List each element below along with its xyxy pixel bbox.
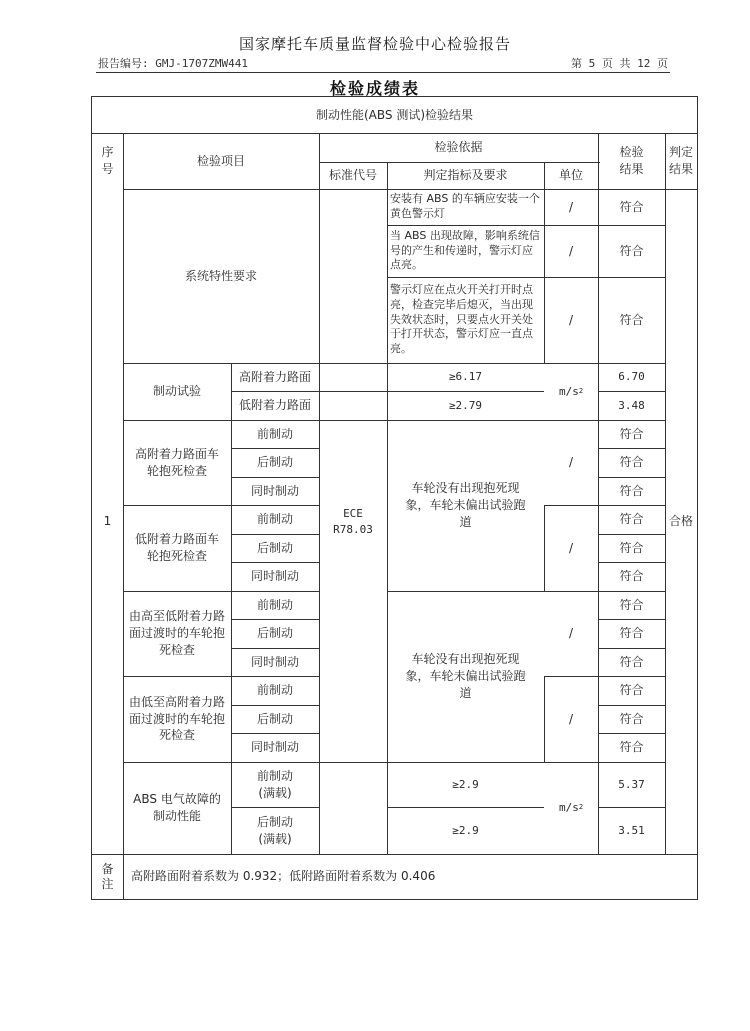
lock-requirement-2: 车轮没有出现抱死现象，车轮未偏出试验跑道 (405, 652, 526, 700)
lock-group-2-front: 前制动 (256, 512, 293, 527)
system-result-2: 符合 (619, 243, 644, 258)
lock-group-2-both-result: 符合 (619, 569, 644, 584)
system-req-1: 安装有 ABS 的车辆应安装一个黄色警示灯 (390, 192, 540, 220)
system-req-3: 警示灯应在点火开关打开时点亮，检查完毕后熄灭，当出现失效状态时，只要点火开关处于打开状态，警示灯应一直点亮。 (390, 282, 533, 356)
lock-group-3-front: 前制动 (256, 597, 293, 612)
overall-judgement: 合格 (668, 514, 693, 529)
system-result-3: 符合 (619, 312, 644, 327)
electric-unit: m/s 2 (558, 801, 584, 815)
lock-group-1-front: 前制动 (256, 426, 293, 441)
electric-rear-req: ≥2.9 (452, 823, 479, 837)
lock-group-1-label: 高附着力路面车轮抱死检查 (135, 446, 220, 478)
electric-front-label (231, 762, 319, 807)
electric-front-sub: (满载) (258, 785, 292, 800)
electric-front-result: 5.37 (618, 777, 645, 791)
lock-group-3-rear: 后制动 (256, 626, 293, 641)
report-org-title: 国家摩托车质量监督检验中心检验报告 (238, 35, 511, 53)
lock-group-1-both-result: 符合 (619, 483, 644, 498)
lock-group-3-unit: / (568, 626, 574, 641)
seq-number: 1 (103, 514, 112, 529)
header-result: 检验结果 (619, 145, 644, 176)
lock-group-3-rear-result: 符合 (619, 626, 644, 641)
lock-group-1-both: 同时制动 (250, 483, 299, 498)
lock-group-3-label: 由高至低附着力路面过渡时的车轮抱死检查 (128, 609, 225, 657)
table-caption: 制动性能(ABS 测试)检验结果 (315, 107, 474, 122)
lock-group-3-both-result: 符合 (619, 654, 644, 669)
report-meta-row (96, 54, 670, 73)
lock-group-4-label: 由低至高附着力路面过渡时的车轮抱死检查 (128, 694, 225, 743)
lock-group-4-both: 同时制动 (250, 740, 299, 755)
lock-group-4-front-result: 符合 (619, 683, 644, 698)
electric-front-req: ≥2.9 (452, 777, 479, 791)
braking-test-label: 制动试验 (152, 384, 201, 399)
braking-high-result: 6.70 (618, 370, 645, 384)
sheet-title: 检验成绩表 (329, 79, 420, 98)
lock-group-2-rear-result: 符合 (619, 540, 644, 555)
page-info: 第 5 页 共 12 页 (571, 57, 668, 70)
lock-group-2-rear: 后制动 (256, 540, 293, 555)
electric-rear-result: 3.51 (618, 823, 645, 837)
lock-group-1-unit: / (568, 455, 574, 470)
header-std-code: 标准代号 (328, 168, 377, 183)
system-unit-1: / (568, 199, 574, 214)
lock-group-3-both: 同时制动 (250, 654, 299, 669)
header-basis: 检验依据 (434, 140, 483, 155)
braking-high-req: ≥6.17 (448, 370, 483, 384)
lock-group-1-front-result: 符合 (619, 426, 644, 441)
header-unit: 单位 (558, 168, 583, 183)
lock-group-2-unit: / (568, 540, 574, 555)
lock-requirement-1: 车轮没有出现抱死现象，车轮未偏出试验跑道 (405, 481, 526, 529)
electric-front-name: 前制动 (256, 768, 293, 783)
electric-rear-sub: (满载) (258, 831, 292, 846)
electric-rear-label (231, 807, 319, 854)
braking-low-label: 低附着力路面 (238, 398, 311, 413)
report-number-value: GMJ-1707ZMW441 (155, 57, 248, 70)
standard-code: ECE R78.03 (333, 507, 373, 536)
results-table (91, 96, 698, 900)
lock-group-3-front-result: 符合 (619, 597, 644, 612)
braking-low-result: 3.48 (618, 398, 645, 412)
lock-group-4-both-result: 符合 (619, 740, 644, 755)
system-requirement-label: 系统特性要求 (184, 268, 257, 283)
system-unit-3: / (568, 312, 574, 327)
braking-high-label: 高附着力路面 (238, 369, 311, 384)
lock-group-4-front: 前制动 (256, 683, 293, 698)
remarks-label: 备注 (101, 862, 114, 891)
lock-group-1-rear-result: 符合 (619, 455, 644, 470)
lock-group-2-front-result: 符合 (619, 512, 644, 527)
report-number-label: 报告编号: (98, 57, 149, 70)
braking-unit: m/s 2 (558, 384, 584, 398)
system-unit-2: / (568, 243, 574, 258)
electric-fault-label: ABS 电气故障的制动性能 (133, 792, 221, 823)
system-req-2: 当 ABS 出现故障，影响系统信号的产生和传递时，警示灯应点亮。 (390, 228, 540, 272)
header-judgement: 判定结果 (668, 145, 693, 176)
lock-group-2-label: 低附着力路面车轮抱死检查 (135, 532, 220, 563)
system-result-1: 符合 (619, 199, 644, 214)
lock-group-1-rear: 后制动 (256, 455, 293, 470)
report-number (98, 55, 248, 71)
braking-low-req: ≥2.79 (448, 398, 483, 412)
lock-group-4-rear-result: 符合 (619, 711, 644, 726)
lock-group-4-unit: / (568, 711, 574, 726)
remarks-text: 高附路面附着系数为 0.932；低附路面附着系数为 0.406 (131, 869, 436, 884)
lock-group-2-both: 同时制动 (250, 569, 299, 584)
lock-group-4-rear: 后制动 (256, 711, 293, 726)
header-requirement: 判定指标及要求 (423, 168, 508, 183)
header-item: 检验项目 (196, 153, 245, 168)
electric-rear-name: 后制动 (256, 814, 293, 829)
header-seq: 序号 (101, 145, 114, 176)
